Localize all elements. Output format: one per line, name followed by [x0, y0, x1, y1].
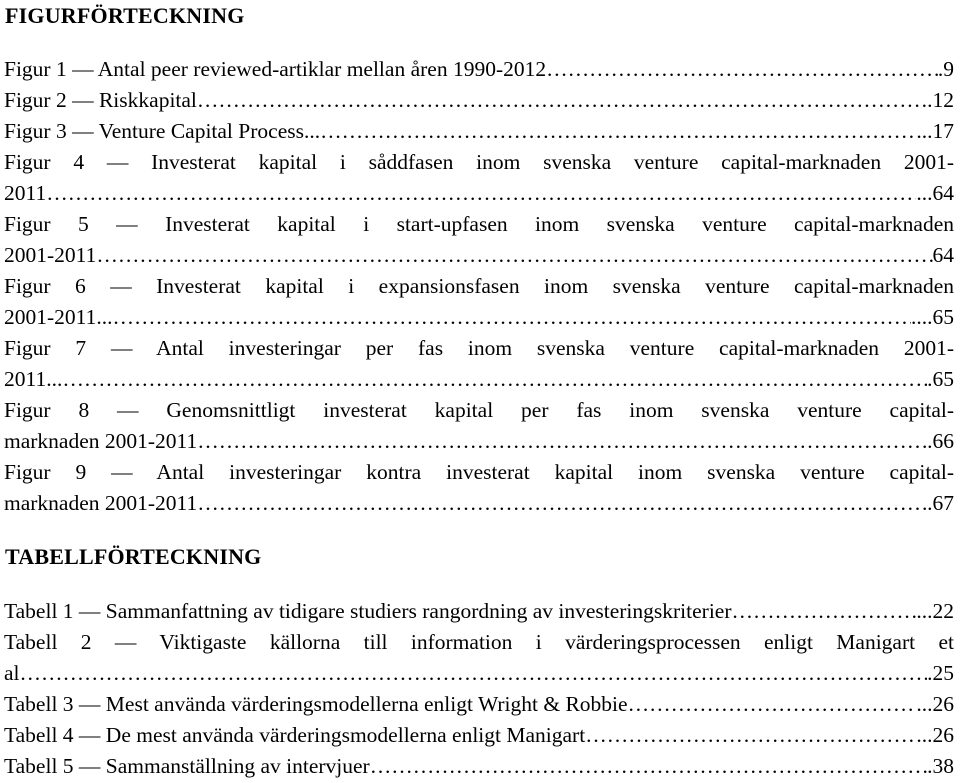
table-entry-1[interactable]	[4, 596, 954, 627]
dot-leader	[197, 85, 927, 116]
figure-entry-title-cont: marknaden 2001-2011	[4, 491, 198, 515]
figure-entry-title: Figur 6 — Investerat kapital i expansionsfasen inom svenska venture capital-marknaden	[4, 274, 954, 298]
dot-leader	[197, 488, 927, 519]
page-number: .25	[927, 661, 954, 685]
figure-entry-title-cont: 2011...	[4, 367, 63, 391]
page-number: .67	[927, 491, 954, 515]
dot-leader	[113, 302, 912, 333]
table-entry-2-cont[interactable]	[4, 658, 954, 689]
dot-leader	[546, 54, 938, 85]
figure-entry-9-cont[interactable]	[4, 488, 954, 519]
figure-entry-title: Figur 9 — Antal investeringar kontra investerat kapital inom svenska venture capital-	[4, 460, 954, 484]
dot-leader	[62, 364, 927, 395]
page-number: .65	[927, 367, 954, 391]
page-number: .12	[927, 88, 954, 112]
page-number: ...64	[916, 181, 954, 205]
figure-entry-5[interactable]	[4, 209, 954, 240]
table-entry-2[interactable]	[4, 627, 954, 658]
figure-entry-title: Figur 8 — Genomsnittligt investerat kapital per fas inom svenska venture capital-	[4, 398, 954, 422]
page-number: .9	[937, 57, 954, 81]
figure-list-heading: FIGURFÖRTECKNING	[5, 3, 245, 28]
table-entry-title: Tabell 4 — De mest använda värderingsmodellerna enligt Manigart	[4, 723, 586, 747]
figure-entry-6-cont[interactable]	[4, 302, 954, 333]
figure-entry-title: Figur 1 — Antal peer reviewed-artiklar mellan åren 1990-2012	[4, 57, 547, 81]
figure-entry-8-cont[interactable]	[4, 426, 954, 457]
figure-entry-6[interactable]	[4, 271, 954, 302]
table-entry-4[interactable]	[4, 720, 954, 751]
figure-entry-title-cont: 2011	[4, 181, 47, 205]
dot-leader	[732, 596, 917, 627]
page-number: 64	[932, 243, 954, 267]
figure-entry-2[interactable]	[4, 85, 954, 116]
figure-entry-title: Figur 3 — Venture Capital Process...	[4, 119, 321, 143]
figure-entry-1[interactable]	[4, 54, 954, 85]
figure-entry-title-cont: marknaden 2001-2011	[4, 429, 198, 453]
figure-entry-title: Figur 7 — Antal investeringar per fas inom svenska venture capital-marknaden 2001-	[4, 336, 954, 360]
figure-entry-title: Figur 2 — Riskkapital	[4, 88, 197, 112]
page-number: ...26	[916, 723, 954, 747]
dot-leader	[585, 720, 916, 751]
page-number: ...22	[916, 599, 954, 623]
figure-entry-9[interactable]	[4, 457, 954, 488]
table-entry-title: Tabell 3 — Mest använda värderingsmodellerna enligt Wright & Robbie	[4, 692, 628, 716]
table-entry-5[interactable]	[4, 751, 954, 782]
page-number: ...17	[916, 119, 954, 143]
figure-entry-title-cont: 2001-2011...	[4, 305, 113, 329]
dot-leader	[46, 178, 916, 209]
figure-entry-5-cont[interactable]	[4, 240, 954, 271]
page-number: ...26	[916, 692, 954, 716]
dot-leader	[320, 116, 916, 147]
dot-leader	[197, 426, 927, 457]
figure-entry-4-cont[interactable]	[4, 178, 954, 209]
table-entry-title: Tabell 5 — Sammanställning av intervjuer	[4, 754, 370, 778]
figure-entry-title: Figur 5 — Investerat kapital i start-upfasen inom svenska venture capital-marknaden	[4, 212, 954, 236]
dot-leader	[20, 658, 928, 689]
table-entry-title-cont: al	[4, 661, 20, 685]
dot-leader	[96, 240, 932, 271]
page-number: ....65	[911, 305, 954, 329]
figure-entry-4[interactable]	[4, 147, 954, 178]
figure-entry-8[interactable]	[4, 395, 954, 426]
page-number: .38	[927, 754, 954, 778]
figure-entry-3[interactable]	[4, 116, 954, 147]
figure-entry-title-cont: 2001-2011	[4, 243, 97, 267]
figure-entry-7-cont[interactable]	[4, 364, 954, 395]
figure-entry-7[interactable]	[4, 333, 954, 364]
table-list-heading: TABELLFÖRTECKNING	[5, 544, 262, 569]
figure-entry-title: Figur 4 — Investerat kapital i såddfasen inom svenska venture capital-marknaden 2001-	[4, 150, 954, 174]
dot-leader	[628, 689, 917, 720]
page-number: .66	[927, 429, 954, 453]
table-entry-title: Tabell 2 — Viktigaste källorna till information i värderingsprocessen enligt Manigart et	[4, 630, 954, 654]
table-entry-3[interactable]	[4, 689, 954, 720]
dot-leader	[370, 751, 927, 782]
table-entry-title: Tabell 1 — Sammanfattning av tidigare studiers rangordning av investeringskriterier	[4, 599, 732, 623]
